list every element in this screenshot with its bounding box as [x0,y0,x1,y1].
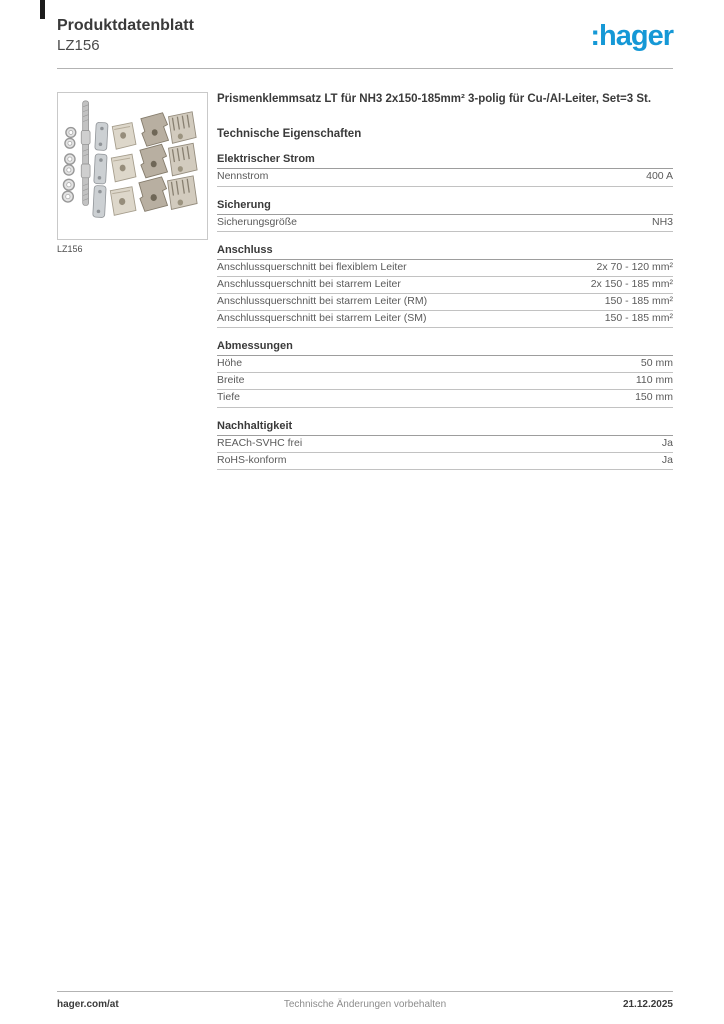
clamp-set-illustration [58,93,207,239]
spec-row [217,294,673,311]
spec-value: 50 mm [640,357,673,370]
spec-section-title: Abmessungen [217,340,673,356]
spec-row [217,356,673,373]
spec-value: 150 - 185 mm² [604,294,673,307]
spec-value: 400 A [646,170,673,183]
spec-label: Anschlussquerschnitt bei starrem Leiter (RM) [217,294,428,307]
document-type-title: Produktdatenblatt [57,17,194,34]
spec-label: Höhe [217,357,243,370]
spec-label: Nennstrom [217,170,269,183]
spec-label: Anschlussquerschnitt bei starrem Leiter [217,277,401,290]
spec-section [217,244,673,329]
hager-logo: :hager [590,20,673,52]
spec-section-title: Nachhaltigkeit [217,420,673,436]
spec-section [217,199,673,232]
product-title: Prismenklemmsatz LT für NH3 2x150-185mm² 3-polig für Cu-/Al-Leiter, Set=3 St. [217,93,652,105]
spec-label: RoHS-konform [217,453,287,466]
spec-value: 2x 70 - 120 mm² [596,260,673,273]
spec-label: Anschlussquerschnitt bei starrem Leiter (SM) [217,312,427,324]
spec-section [217,420,673,470]
spec-row [217,373,673,390]
product-reference: LZ156 [57,37,100,54]
spec-row [217,277,673,294]
spec-label: Sicherungsgröße [217,215,297,228]
spec-label: Anschlussquerschnitt bei flexiblem Leiter [217,260,407,273]
spec-row [217,260,673,277]
tech-properties-heading: Technische Eigenschaften [217,128,362,141]
spec-value: 150 mm [635,391,673,404]
image-caption: LZ156 [57,244,83,254]
spec-sections [217,153,673,469]
spec-value: 2x 150 - 185 mm² [590,277,673,290]
spec-label: REACh-SVHC frei [217,436,303,449]
spec-value: NH3 [651,215,673,228]
footer-website: hager.com/at [57,999,119,1010]
footer-date: 21.12.2025 [622,999,673,1010]
spec-row [217,311,673,328]
header-divider [57,68,673,69]
page-corner-mark [40,0,45,19]
page-header [57,16,673,60]
product-image [57,92,208,240]
page-footer [57,991,673,1010]
spec-label: Breite [217,374,245,387]
spec-row [217,169,673,186]
spec-section [217,153,673,186]
spec-value: 110 mm [635,374,673,387]
spec-row [217,453,673,470]
spec-row [217,436,673,453]
spec-value: Ja [661,453,673,466]
spec-row [217,215,673,232]
spec-section-title: Sicherung [217,199,673,215]
spec-section-title: Anschluss [217,244,673,260]
spec-value: 150 - 185 mm² [604,312,673,324]
spec-value: Ja [661,436,673,449]
spec-label: Tiefe [217,391,240,404]
footer-disclaimer: Technische Änderungen vorbehalten [283,999,447,1010]
spec-section [217,340,673,407]
spec-row [217,390,673,407]
spec-section-title: Elektrischer Strom [217,153,673,169]
main-content [217,92,673,482]
